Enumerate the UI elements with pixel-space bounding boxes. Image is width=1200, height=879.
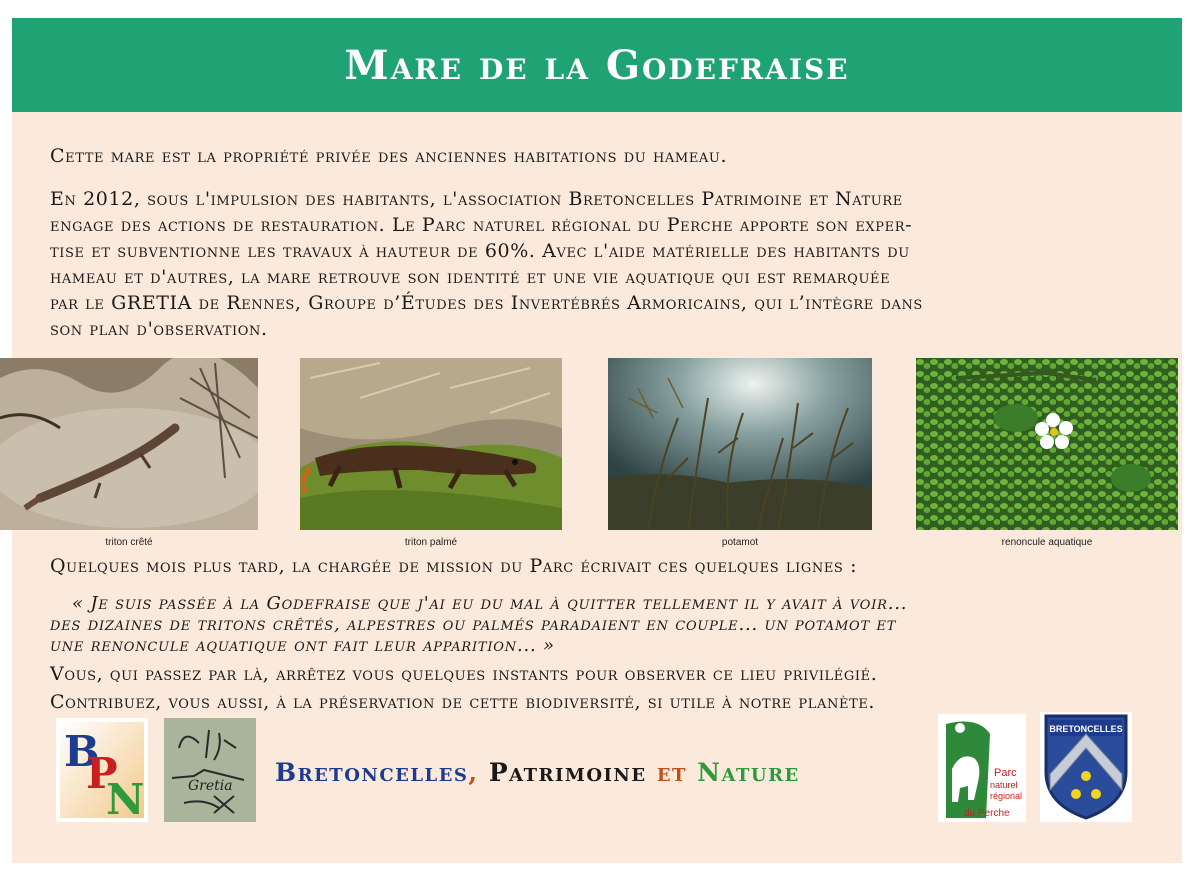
pondweed-photo (608, 358, 872, 530)
association-name-part: Nature (686, 758, 800, 787)
association-name-part: , (468, 758, 479, 787)
page-title: Mare de la Godefraise (344, 41, 850, 89)
quote-line: des dizaines de tritons crêtés, alpestres ou palmés paradaient en couple... un potamot et (50, 614, 897, 635)
quote-line: « Je suis passée à la Godefraise que j'ai eu du mal à quitter tellement il y avait à voir... (72, 593, 908, 614)
photo-caption: potamot (721, 537, 759, 548)
history-line: par le GRETIA de Rennes, Groupe d’Études des Invertébrés Armoricains, qui l’intègre dans (50, 292, 923, 314)
bpn-logo (56, 718, 148, 822)
history-line: tise et subventionne les travaux à hauteur de 60%. Avec l'aide matérielle des habitants du (50, 240, 910, 262)
svg-text:P: P (86, 749, 118, 798)
photo-caption: triton crêté (105, 537, 153, 548)
association-name-part: et (646, 758, 687, 787)
association-name-part: Patrimoine (478, 758, 647, 787)
title-banner (12, 18, 1182, 112)
parc-perche-logo (938, 714, 1026, 822)
parc-logo-line: naturel (990, 780, 1018, 790)
association-name-part: Bretoncelles (275, 758, 469, 787)
closing-paragraph (50, 660, 1160, 716)
quote-line: une renoncule aquatique ont fait leur apparition... » (50, 635, 555, 656)
bretoncelles-coat-of-arms (1040, 712, 1132, 822)
history-line: En 2012, sous l'impulsion des habitants, l'association Bretoncelles Patrimoine et Nature (50, 188, 903, 210)
parc-logo-line: Parc (994, 767, 1017, 779)
history-paragraph (50, 186, 1160, 342)
gretia-logo-text: Gretia (188, 778, 233, 794)
svg-text:B: B (64, 727, 100, 776)
closing-line: Contribuez, vous aussi, à la préservation de cette biodiversité, si utile à notre planète. (50, 691, 876, 713)
quote-block (50, 593, 1140, 656)
months-later-text: Quelques mois plus tard, la chargée de mission du Parc écrivait ces quelques lignes : (50, 555, 858, 577)
parc-logo-line: régional (990, 791, 1023, 801)
palmate-newt-photo (300, 358, 562, 530)
crested-newt-photo (0, 358, 258, 530)
parc-logo-line: du Perche (964, 808, 1010, 819)
history-line: hameau et d'autres, la mare retrouve son identité et une vie aquatique qui est remarquée (50, 266, 891, 288)
coat-of-arms-label: BRETONCELLES (1049, 724, 1123, 734)
closing-line: Vous, qui passez par là, arrêtez vous quelques instants pour observer ce lieu privilégié. (50, 663, 878, 685)
history-line: son plan d'observation. (50, 318, 268, 340)
association-name (275, 758, 800, 787)
intro-text: Cette mare est la propriété privée des anciennes habitations du hameau. (50, 145, 728, 167)
svg-text:N: N (106, 775, 145, 822)
photo-caption: renoncule aquatique (1001, 537, 1093, 548)
photo-caption: triton palmé (404, 537, 458, 548)
gretia-logo (164, 718, 256, 822)
history-line: engage des actions de restauration. Le Parc naturel régional du Perche apporte son exper- (50, 214, 913, 236)
water-crowfoot-photo (916, 358, 1178, 530)
